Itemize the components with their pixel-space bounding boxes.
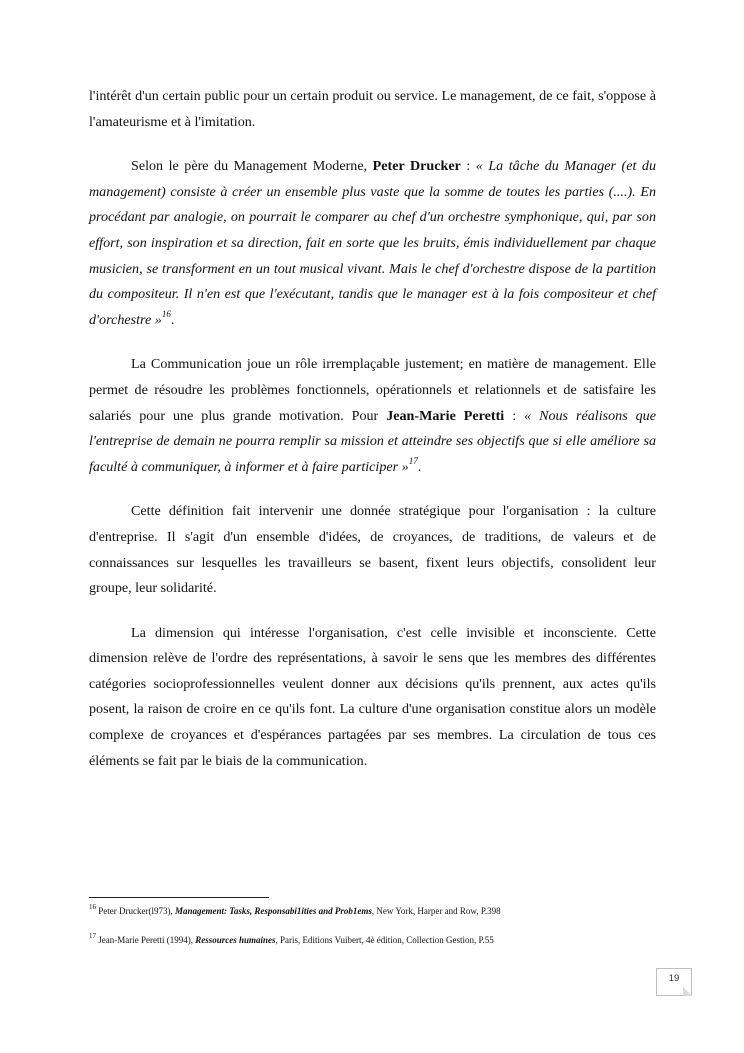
page-number-box xyxy=(656,968,692,996)
drucker-end: . xyxy=(170,311,175,328)
paragraph-drucker-quote xyxy=(89,154,656,333)
page-curl-icon xyxy=(683,987,692,996)
footnote-17 xyxy=(89,934,689,946)
footnote-sep: , xyxy=(190,935,196,945)
footnote-16 xyxy=(89,905,689,917)
drucker-lead-text: Selon le père du Management Moderne, xyxy=(131,158,373,175)
peretti-end: . xyxy=(417,458,422,475)
footnote-number: 16 xyxy=(89,903,96,911)
paragraph-peretti-quote xyxy=(89,352,656,480)
drucker-name: Peter Drucker xyxy=(372,158,461,175)
footnote-sep: , xyxy=(170,906,175,916)
page-number: 19 xyxy=(668,973,680,984)
drucker-quote: « La tâche du Manager (et du management) consiste à créer un ensemble plus vaste que la somme de toutes les parties (....). En procédant par analogie, on pourrait le comparer au chef d'un orchestre symphonique, qui, par son effort, son inspiration et sa direction, fait en sorte que les bruits, émis individuellement par chaque musicien, se transforment en un tout musical vivant. Mais le chef d'orchestre dispose de la partition du compositeur. Il n'en est que l'exécutant, tandis que le manager est à la fois compositeur et chef d'orchestre » xyxy=(89,158,656,328)
paragraph-intro-continuation: l'intérêt d'un certain public pour un certain produit ou service. Le management, de ce fait, s'oppose à l'amateurisme et à l'imitation. xyxy=(89,88,656,130)
footnote-number: 17 xyxy=(89,932,96,940)
page-body xyxy=(89,84,656,793)
peretti-lead-text: La Communication joue un rôle irremplaçable justement; en matière de management. Elle permet de résoudre les problèmes fonctionnels, opérationnels et relationnels et de satisfaire les salariés pour une plus grande motivation. Pour xyxy=(89,356,656,424)
drucker-colon: : xyxy=(460,158,476,175)
footnote-title: Management: Tasks, Responsabi1ities and Prob1ems xyxy=(174,906,372,916)
footnote-separator xyxy=(89,897,269,898)
peretti-colon: : xyxy=(504,407,525,424)
paragraph-invisible-dimension: La dimension qui intéresse l'organisation, c'est celle invisible et inconsciente. Cette dimension relève de l'ordre des représentations, à savoir le sens que les membres des différentes catégories socioprofessionnelles veulent donner aux décisions qu'ils prennent, aux actes qu'ils posent, la raison de croire en ce qu'ils font. La culture d'une organisation constitue alors un modèle complexe de croyances et d'espérances partagées par ses membres. La circulation de tous ces éléments se fait par le biais de la communication. xyxy=(89,624,656,769)
peretti-quote: « Nous réalisons que l'entreprise de demain ne pourra remplir sa mission et atteindre ses objectifs que si elle améliore sa faculté à communiquer, à informer et à faire participer » xyxy=(89,407,656,475)
footnote-author: Jean-Marie Peretti (1994) xyxy=(98,935,191,945)
footnote-author: Peter Drucker(l973) xyxy=(98,906,171,916)
footnotes xyxy=(89,905,689,963)
paragraph-culture-definition: Cette définition fait intervenir une donnée stratégique pour l'organisation : la culture d'entreprise. Il s'agit d'un ensemble d'idées, de croyances, de traditions, de valeurs et de connaissances sur lesquelles les travailleurs se basent, fixent leurs objectifs, consolident leur groupe, leur solidarité. xyxy=(89,503,656,597)
footnote-ref-16[interactable]: 16 xyxy=(161,309,171,320)
footnote-rest: , Paris, Editions Vuibert, 4è édition, Collection Gestion, P.55 xyxy=(275,935,494,945)
peretti-name: Jean-Marie Peretti xyxy=(386,407,505,424)
footnote-ref-17[interactable]: 17 xyxy=(408,456,418,467)
footnote-rest: , New York, Harper and Row, P.398 xyxy=(371,906,501,916)
footnote-title: Ressources humaines xyxy=(195,935,276,945)
